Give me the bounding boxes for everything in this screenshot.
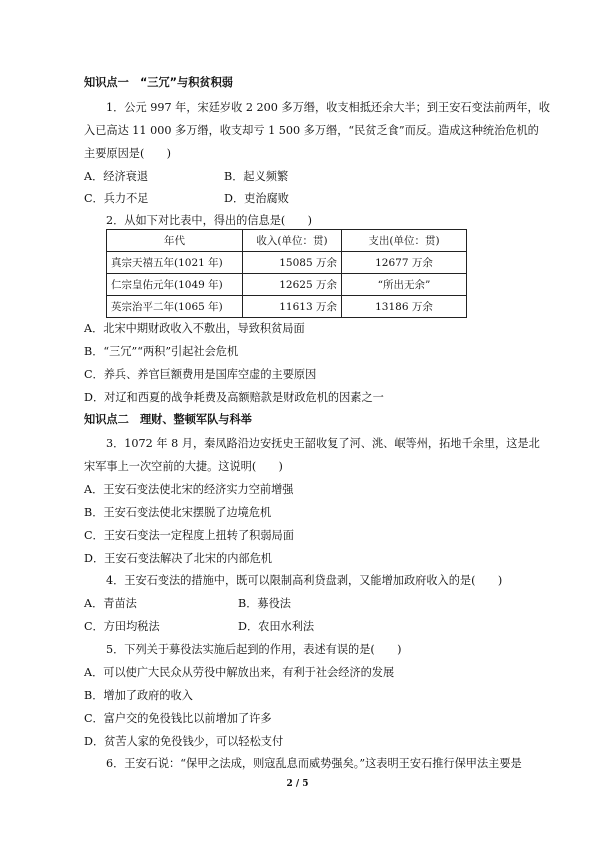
table-header-row <box>107 230 467 252</box>
q1-line3: 主要原因是( ) <box>84 147 172 160</box>
q5-option-b: B．增加了政府的收入 <box>84 689 193 702</box>
table-cell: 15085 万余 <box>243 252 342 274</box>
table-header-cell: 年代 <box>107 230 243 252</box>
q3-line2: 宋军事上一次空前的大捷。这说明( ) <box>84 460 283 473</box>
table-cell: “所出无余” <box>342 274 467 296</box>
q1-option-c: C．兵力不足 <box>84 192 149 205</box>
q4-option-b: B．募役法 <box>238 597 291 610</box>
table-cell: 12625 万余 <box>243 274 342 296</box>
q2-stem: 2．从如下对比表中，得出的信息是( ) <box>106 214 313 227</box>
q2-option-d: D．对辽和西夏的战争耗费及高额赔款是财政危机的因素之一 <box>84 391 384 404</box>
section1-heading: 知识点一 “三冗”与积贫积弱 <box>84 76 233 89</box>
q3-option-a: A．王安石变法使北宋的经济实力空前增强 <box>84 483 294 496</box>
q5-stem: 5．下列关于募役法实施后起到的作用，表述有误的是( ) <box>106 643 402 656</box>
comparison-table <box>106 229 467 318</box>
q4-option-d: D．农田水利法 <box>238 620 315 633</box>
q2-option-c: C．养兵、养官巨额费用是国库空虚的主要原因 <box>84 368 317 381</box>
q5-option-c: C．富户交的免役钱比以前增加了许多 <box>84 712 272 725</box>
q5-option-a: A．可以使广大民众从劳役中解放出来，有利于社会经济的发展 <box>84 666 395 679</box>
table-cell: 12677 万余 <box>342 252 467 274</box>
table-cell: 13186 万余 <box>342 296 467 318</box>
table-cell: 英宗治平二年(1065 年) <box>107 296 243 318</box>
table-header-cell: 收入(单位：贯) <box>243 230 342 252</box>
q5-option-d: D．贫苦人家的免役钱少，可以轻松支付 <box>84 735 284 748</box>
section2-heading: 知识点二 理财、整顿军队与科举 <box>84 413 252 426</box>
table-cell: 仁宗皇佑元年(1049 年) <box>107 274 243 296</box>
q4-option-c: C．方田均税法 <box>84 620 160 633</box>
table-row <box>107 274 467 296</box>
page-number: 2 / 5 <box>286 779 309 789</box>
q2-option-a: A．北宋中期财政收入不敷出，导致积贫局面 <box>84 322 305 335</box>
q3-line1: 3．1072 年 8 月，秦凤路沿边安抚史王韶收复了河、洮、岷等州，拓地千余里，这是北 <box>106 437 540 450</box>
q3-option-c: C．王安石变法一定程度上扭转了积弱局面 <box>84 529 294 542</box>
q3-option-b: B．王安石变法使北宋摆脱了边境危机 <box>84 506 272 519</box>
q4-stem: 4．王安石变法的措施中，既可以限制高利贷盘剥，又能增加政府收入的是( ) <box>106 574 503 587</box>
q1-line1: 1．公元 997 年，宋廷岁收 2 200 多万缗，收支相抵还余大半；到王安石变法前两年，收 <box>106 101 550 114</box>
q1-option-d: D．吏治腐败 <box>224 192 289 205</box>
table-row <box>107 296 467 318</box>
q3-option-d: D．王安石变法解决了北宋的内部危机 <box>84 552 272 565</box>
q1-option-a: A．经济衰退 <box>84 170 149 183</box>
q4-option-a: A．青苗法 <box>84 597 137 610</box>
q1-line2: 入已高达 11 000 多万缗，收支却亏 1 500 多万缗，“民贫乏食”而反。造成这种统治危机的 <box>84 124 539 137</box>
table-row <box>107 252 467 274</box>
q2-option-b: B．“三冗”“两积”引起社会危机 <box>84 345 239 358</box>
table-cell: 真宗天禧五年(1021 年) <box>107 252 243 274</box>
table-header-cell: 支出(单位：贯) <box>342 230 467 252</box>
table-cell: 11613 万余 <box>243 296 342 318</box>
q6-stem: 6．王安石说：“保甲之法成，则寇乱息而威势强矣。”这表明王安石推行保甲法主要是 <box>106 757 522 770</box>
q1-option-b: B．起义频繁 <box>224 170 289 183</box>
